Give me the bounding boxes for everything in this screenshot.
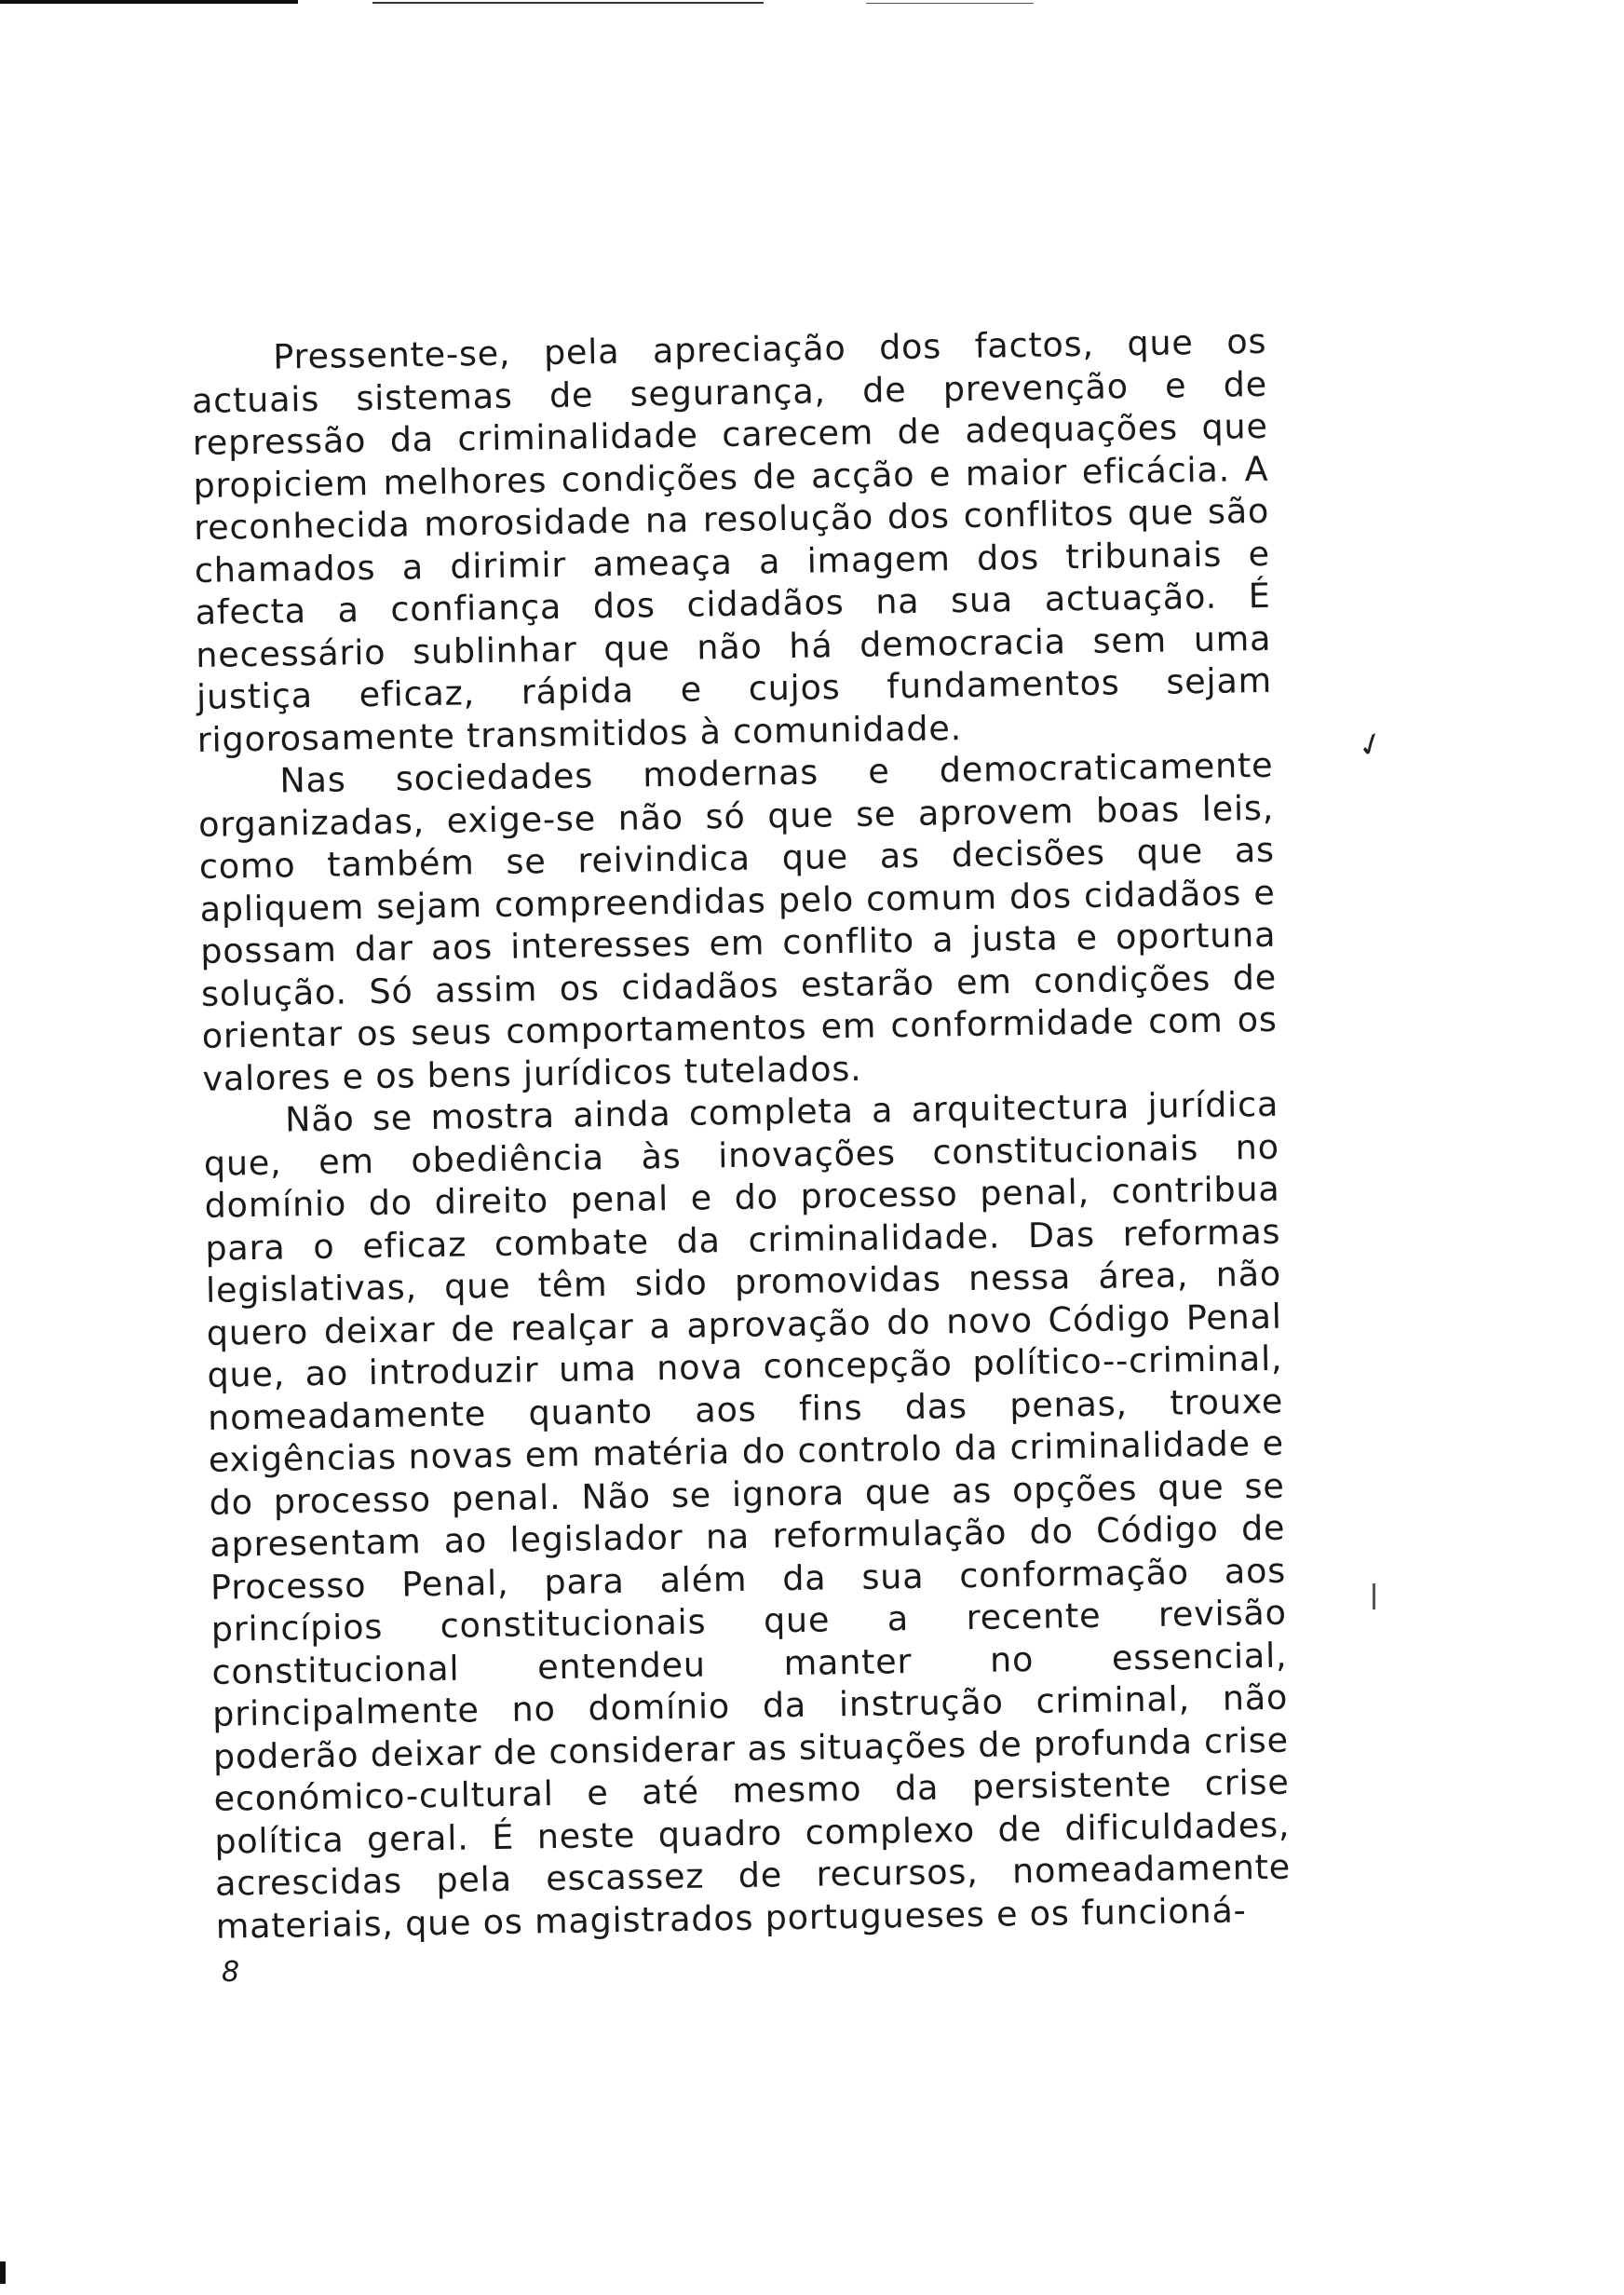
page-number: 8 (222, 1956, 240, 1989)
scan-edge-left (0, 0, 298, 4)
scan-edge-mark (0, 2261, 6, 2284)
scan-edge-right (866, 3, 1034, 4)
margin-tick-mark (1373, 1583, 1375, 1609)
scan-edge-middle (372, 2, 764, 4)
paragraph-2: Nas sociedades modernas e democraticamente organizadas, exige-se não só que se aprovem boas leis, como também se reivindica que as decisões que as apliquem sejam compreendidas pelo comum dos cidadãos e possam dar aos interesses em conflito a justa e oportuna solução. Só assim os cidadãos estarão em condições de orientar os seus comportamentos em conformidade com os valores e os bens jurídicos tutelados. (197, 744, 1278, 1099)
paragraph-1: Pressente-se, pela apreciação dos factos, que os actuais sistemas de segurança, de prevenção e de repressão da criminalidade carecem de adequações que propiciem melhores condições de acção e maior eficácia. A reconhecida morosidade na resolução dos conflitos que são chamados a dirimir ameaça a imagem dos tribunais e afecta a confiança dos cidadãos na sua actuação. É necessário sublinhar que não há democracia sem uma justiça eficaz, rápida e cujos fundamentos sejam rigorosamente transmitidos à comunidade. (191, 320, 1273, 760)
paragraph-3: Não se mostra ainda completa a arquitectura jurídica que, em obediência às inovações constitucionais no domínio do direito penal e do processo penal, contribua para o eficaz combate da criminalidade. Das reformas legislativas, que têm sido promovidas nessa área, não quero deixar de realçar a aprovação do novo Código Penal que, ao introduzir uma nova concepção político--criminal, nomeadamente quanto aos fins das penas, trouxe exigências novas em matéria do controlo da criminalidade e do processo penal. Não se ignora que as opções que se apresentam ao legislador na reformulação do Código de Processo Penal, para além da sua conformação aos princípios constitucionais que a recente revisão constitucional entendeu manter no essencial, principalmente no domínio da instrução criminal, não poderão deixar de considerar as situações de profunda crise económico-cultural e até mesmo da persistente crise política geral. É neste quadro complexo de dificuldades, acrescidas pela escassez de recursos, nomeadamente materiais, que os magistrados portugueses e os funcioná- (203, 1083, 1292, 1947)
page-body (191, 320, 1292, 1948)
margin-check-mark-icon: ✓ (1352, 723, 1390, 767)
